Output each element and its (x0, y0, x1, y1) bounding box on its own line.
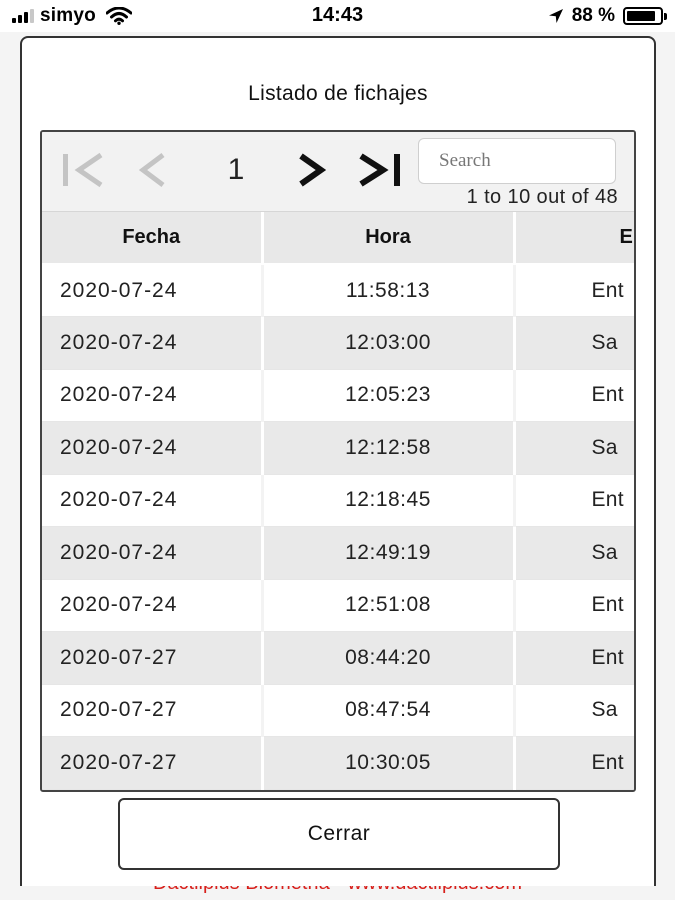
cell-evento: Ent (514, 369, 636, 422)
cell-evento: Ent (514, 474, 636, 527)
table-header-row (42, 212, 636, 264)
fichajes-table (42, 212, 636, 790)
cell-evento: Sa (514, 684, 636, 737)
table-row[interactable] (42, 579, 636, 632)
current-page-number: 1 (227, 153, 245, 186)
battery-percent: 88 % (571, 5, 615, 26)
last-page-button[interactable] (356, 150, 406, 190)
table-row[interactable] (42, 474, 636, 527)
first-page-button[interactable] (60, 150, 108, 190)
cell-hora: 12:05:23 (262, 369, 514, 422)
cell-evento: Ent (514, 264, 636, 317)
column-header-hora[interactable]: Hora (262, 212, 514, 264)
cell-fecha: 2020-07-24 (42, 474, 262, 527)
cell-fecha: 2020-07-27 (42, 684, 262, 737)
cell-fecha: 2020-07-24 (42, 317, 262, 370)
status-left (12, 5, 132, 27)
cell-fecha: 2020-07-27 (42, 737, 262, 790)
status-time: 14:43 (311, 4, 364, 26)
cell-evento: Sa (514, 317, 636, 370)
cell-hora: 12:51:08 (262, 579, 514, 632)
status-right (548, 5, 663, 27)
carrier-name: simyo (40, 5, 96, 26)
column-header-fecha[interactable]: Fecha (42, 212, 262, 264)
close-button[interactable]: Cerrar (118, 798, 560, 870)
cell-fecha: 2020-07-24 (42, 527, 262, 580)
cell-hora: 10:30:05 (262, 737, 514, 790)
signal-icon (12, 9, 34, 23)
cell-hora: 12:03:00 (262, 317, 514, 370)
table-row[interactable] (42, 422, 636, 475)
first-page-icon (61, 151, 107, 189)
cell-hora: 08:44:20 (262, 632, 514, 685)
cell-evento: Ent (514, 737, 636, 790)
location-arrow-icon (548, 8, 564, 24)
column-header-evento[interactable]: E (514, 212, 636, 264)
cell-hora: 12:12:58 (262, 422, 514, 475)
next-page-icon (296, 151, 326, 189)
cell-fecha: 2020-07-27 (42, 632, 262, 685)
fichajes-table-container (40, 130, 636, 792)
fichajes-modal (20, 36, 656, 886)
battery-icon (623, 7, 663, 25)
prev-page-icon (139, 151, 167, 189)
table-row[interactable] (42, 632, 636, 685)
pagination-range-info: 1 to 10 out of 48 (466, 186, 618, 208)
table-row[interactable] (42, 737, 636, 790)
table-row[interactable] (42, 369, 636, 422)
cell-hora: 11:58:13 (262, 264, 514, 317)
search-input[interactable] (418, 138, 616, 184)
cell-evento: Ent (514, 632, 636, 685)
table-row[interactable] (42, 527, 636, 580)
cell-fecha: 2020-07-24 (42, 264, 262, 317)
cell-hora: 12:49:19 (262, 527, 514, 580)
table-row[interactable] (42, 264, 636, 317)
cell-hora: 08:47:54 (262, 684, 514, 737)
last-page-icon (358, 151, 404, 189)
modal-title: Listado de fichajes (248, 82, 428, 105)
cell-fecha: 2020-07-24 (42, 369, 262, 422)
prev-page-button[interactable] (138, 150, 168, 190)
table-row[interactable] (42, 684, 636, 737)
cell-fecha: 2020-07-24 (42, 579, 262, 632)
next-page-button[interactable] (294, 150, 328, 190)
table-row[interactable] (42, 317, 636, 370)
pagination-bar (42, 132, 634, 212)
cell-evento: Sa (514, 527, 636, 580)
cell-evento: Ent (514, 579, 636, 632)
cell-fecha: 2020-07-24 (42, 422, 262, 475)
status-bar (0, 0, 675, 32)
wifi-icon (106, 7, 132, 25)
cell-hora: 12:18:45 (262, 474, 514, 527)
cell-evento: Sa (514, 422, 636, 475)
